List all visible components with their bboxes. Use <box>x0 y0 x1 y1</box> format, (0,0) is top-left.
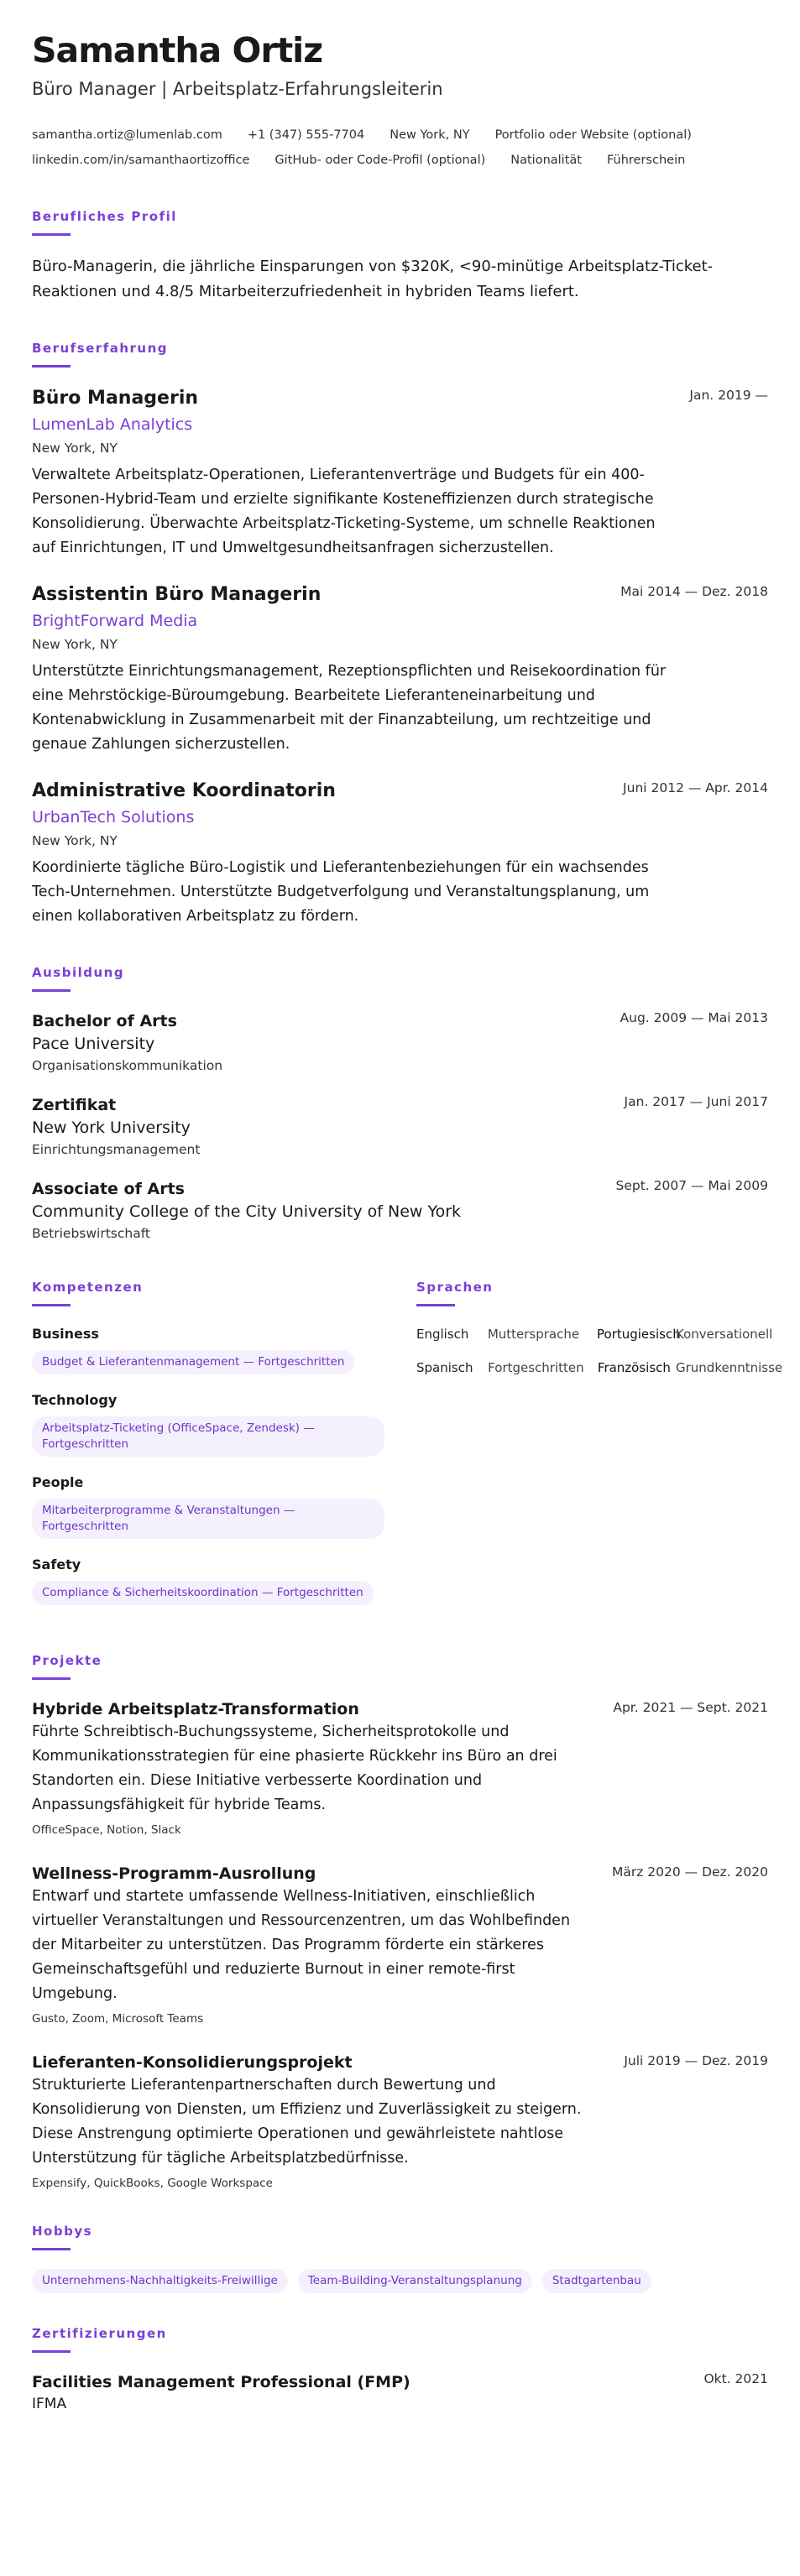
project-tech: OfficeSpace, Notion, Slack <box>32 1823 181 1837</box>
project-title: Wellness-Programm-Ausrollung <box>32 1864 316 1883</box>
language-level: Fortgeschritten <box>488 1360 584 1375</box>
education-school: New York University <box>32 1119 191 1137</box>
candidate-headline: Büro Manager | Arbeitsplatz-Erfahrungsleiterin <box>32 79 443 99</box>
contact-portfolio[interactable]: Portfolio oder Website (optional) <box>494 128 692 142</box>
experience-location: New York, NY <box>32 637 118 652</box>
experience-entry <box>32 386 768 561</box>
skill-group-name: People <box>32 1474 84 1490</box>
skill-pill: Compliance & Sicherheitskoordination — Fortgeschritten <box>32 1581 374 1605</box>
skill-group <box>32 1391 384 1457</box>
project-entry <box>32 1698 768 1839</box>
project-title: Hybride Arbeitsplatz-Transformation <box>32 1700 359 1718</box>
education-school: Pace University <box>32 1035 155 1053</box>
language-level: Muttersprache <box>487 1327 580 1342</box>
experience-description: Koordinierte tägliche Büro-Logistik und Lieferantenbeziehungen für ein wachsendes Tech-Unternehmen. Unterstützte Budgetverfolgung und Veranstaltungsplanung, um einen kollaborativen Arbeitsplatz zu fördern. <box>32 859 650 925</box>
section-title: Zertifizierungen <box>32 2326 167 2341</box>
certifications-section <box>32 2325 768 2415</box>
project-description: Strukturierte Lieferantenpartnerschaften durch Bewertung und Konsolidierung von Diensten, um Effizienz und Zuverlässigkeit zu steigern. Diese Anstrengung optimierte Operationen und gewährleistete nahtlose Unterstützung für tägliche Arbeitsplatzbedürfnisse. <box>32 2077 582 2167</box>
education-degree: Zertifikat <box>32 1096 117 1114</box>
language-level: Konversationell <box>676 1327 773 1342</box>
education-entry <box>32 1178 768 1244</box>
project-tech: Gusto, Zoom, Microsoft Teams <box>32 2012 204 2026</box>
language-name: Französisch <box>597 1360 671 1375</box>
language-name: Englisch <box>416 1327 469 1342</box>
candidate-name: Samantha Ortiz <box>32 30 323 70</box>
education-degree: Bachelor of Arts <box>32 1012 177 1030</box>
education-entry <box>32 1010 768 1076</box>
education-field: Einrichtungsmanagement <box>32 1142 201 1157</box>
experience-description: Unterstützte Einrichtungsmanagement, Rezeptionspflichten und Reisekoordination für eine Mehrstöckige-Büroumgebung. Bearbeitete Lieferanteneinarbeitung und Kontenabwicklung in Zusammenarbeit mit der Finanzabteilung, um rechtzeitige und genaue Zahlungen sicherzustellen. <box>32 663 667 753</box>
project-date: März 2020 — Dez. 2020 <box>611 1864 768 1880</box>
section-title: Projekte <box>32 1653 102 1668</box>
skill-group <box>32 1556 384 1605</box>
project-date: Juli 2019 — Dez. 2019 <box>624 2053 768 2068</box>
education-school: Community College of the City University of New York <box>32 1202 462 1221</box>
profile-summary: Büro-Managerin, die jährliche Einsparungen von $320K, <90-minütige Arbeitsplatz-Ticket-Reaktionen und 4.8/5 Mitarbeiterzufriedenheit in hybriden Teams liefert. <box>32 258 714 300</box>
section-rule <box>32 2350 71 2353</box>
experience-entry <box>32 582 768 757</box>
language-name: Spanisch <box>416 1360 473 1375</box>
experience-company: BrightForward Media <box>32 612 198 630</box>
language-row <box>416 1358 783 1377</box>
skill-group-name: Safety <box>32 1557 81 1572</box>
experience-role: Büro Managerin <box>32 388 199 409</box>
hobby-pill: Unternehmens-Nachhaltigkeits-Freiwillige <box>32 2269 288 2293</box>
experience-date: Jan. 2019 — <box>689 388 768 403</box>
section-rule <box>32 1677 71 1680</box>
certification-name: Facilities Management Professional (FMP) <box>32 2373 410 2391</box>
project-title: Lieferanten-Konsolidierungsprojekt <box>32 2053 353 2072</box>
skill-group <box>32 1325 384 1374</box>
skills-section <box>32 1279 384 1622</box>
section-rule <box>32 989 71 992</box>
education-field: Organisationskommunikation <box>32 1058 223 1073</box>
section-rule <box>32 2248 71 2250</box>
hobby-pill: Stadtgartenbau <box>542 2269 651 2293</box>
project-entry <box>32 1863 768 2028</box>
section-rule <box>32 1304 71 1306</box>
education-date: Sept. 2007 — Mai 2009 <box>615 1178 768 1193</box>
experience-entry <box>32 779 768 929</box>
skill-pill: Budget & Lieferantenmanagement — Fortgeschritten <box>32 1350 354 1374</box>
projects-section <box>32 1652 768 2193</box>
experience-company: UrbanTech Solutions <box>32 808 195 827</box>
contact-phone[interactable]: +1 (347) 555-7704 <box>247 128 365 142</box>
section-rule <box>32 365 71 368</box>
project-date: Apr. 2021 — Sept. 2021 <box>613 1700 768 1715</box>
certification-issuer: IFMA <box>32 2396 67 2412</box>
education-section <box>32 964 768 1244</box>
education-degree: Associate of Arts <box>32 1180 185 1198</box>
contact-linkedin[interactable]: linkedin.com/in/samanthaortizoffice <box>32 154 250 167</box>
section-rule <box>32 233 71 236</box>
experience-section <box>32 340 768 929</box>
languages-section <box>416 1279 783 1622</box>
education-date: Aug. 2009 — Mai 2013 <box>620 1010 768 1025</box>
experience-description: Verwaltete Arbeitsplatz-Operationen, Lieferantenverträge und Budgets für ein 400-Personen-Hybrid-Team und erzielte signifikante Kosteneffizienzen durch strategische Konsolidierung. Überwachte Arbeitsplatz-Ticketing-Systeme, um schnelle Reaktionen auf Einrichtungen, IT und Umweltgesundheitsanfragen sicherzustellen. <box>32 467 656 556</box>
contact-license: Führerschein <box>606 154 686 167</box>
skill-group-name: Technology <box>32 1392 118 1408</box>
section-title: Berufliches Profil <box>32 209 177 224</box>
section-title: Ausbildung <box>32 965 125 980</box>
contact-email[interactable]: samantha.ortiz@lumenlab.com <box>32 128 222 142</box>
section-title: Sprachen <box>416 1280 494 1295</box>
hobby-pill: Team-Building-Veranstaltungsplanung <box>298 2269 532 2293</box>
education-entry <box>32 1094 768 1160</box>
hobbies-section <box>32 2223 768 2293</box>
skills-languages-row <box>32 1279 783 1622</box>
education-date: Jan. 2017 — Juni 2017 <box>624 1094 768 1109</box>
experience-location: New York, NY <box>32 441 118 456</box>
profile-section <box>32 208 768 305</box>
education-field: Betriebswirtschaft <box>32 1226 150 1241</box>
project-tech: Expensify, QuickBooks, Google Workspace <box>32 2177 273 2190</box>
skill-pill: Arbeitsplatz-Ticketing (OfficeSpace, Zendesk) — Fortgeschritten <box>32 1416 384 1457</box>
skill-group <box>32 1473 384 1539</box>
section-rule <box>416 1304 455 1306</box>
project-description: Entwarf und startete umfassende Wellness-Initiativen, einschließlich virtueller Veranstaltungen und Ressourcenzentren, um das Wohlbefinden der Mitarbeiter zu unterstützen. Das Programm förderte ein stärkeres Gemeinschaftsgefühl und reduzierte Burnout in einer remote-first Umgebung. <box>32 1888 571 2002</box>
experience-company: LumenLab Analytics <box>32 415 193 434</box>
contact-github[interactable]: GitHub- oder Code-Profil (optional) <box>275 154 486 167</box>
contact-list <box>32 123 768 173</box>
certification-entry <box>32 2371 768 2415</box>
project-description: Führte Schreibtisch-Buchungssysteme, Sicherheitsprotokolle und Kommunikationsstrategien für eine phasierte Rückkehr ins Büro an drei Standorten ein. Diese Initiative verbesserte Koordination und Anpassungsfähigkeit für hybride Teams. <box>32 1723 557 1813</box>
section-title: Hobbys <box>32 2224 93 2239</box>
skill-pill: Mitarbeiterprogramme & Veranstaltungen — Fortgeschritten <box>32 1499 384 1539</box>
contact-location: New York, NY <box>390 128 470 142</box>
experience-location: New York, NY <box>32 833 118 848</box>
language-row <box>416 1325 773 1343</box>
language-name: Portugiesisch <box>597 1327 681 1342</box>
project-entry <box>32 2052 768 2193</box>
section-title: Berufserfahrung <box>32 341 169 356</box>
contact-nationality: Nationalität <box>510 154 582 167</box>
experience-date: Juni 2012 — Apr. 2014 <box>623 780 768 795</box>
experience-role: Administrative Koordinatorin <box>32 780 336 801</box>
experience-role: Assistentin Büro Managerin <box>32 584 322 605</box>
experience-date: Mai 2014 — Dez. 2018 <box>620 584 768 599</box>
language-level: Grundkenntnisse <box>676 1360 783 1375</box>
skill-group-name: Business <box>32 1326 99 1342</box>
certification-date: Okt. 2021 <box>703 2371 768 2386</box>
section-title: Kompetenzen <box>32 1280 144 1295</box>
